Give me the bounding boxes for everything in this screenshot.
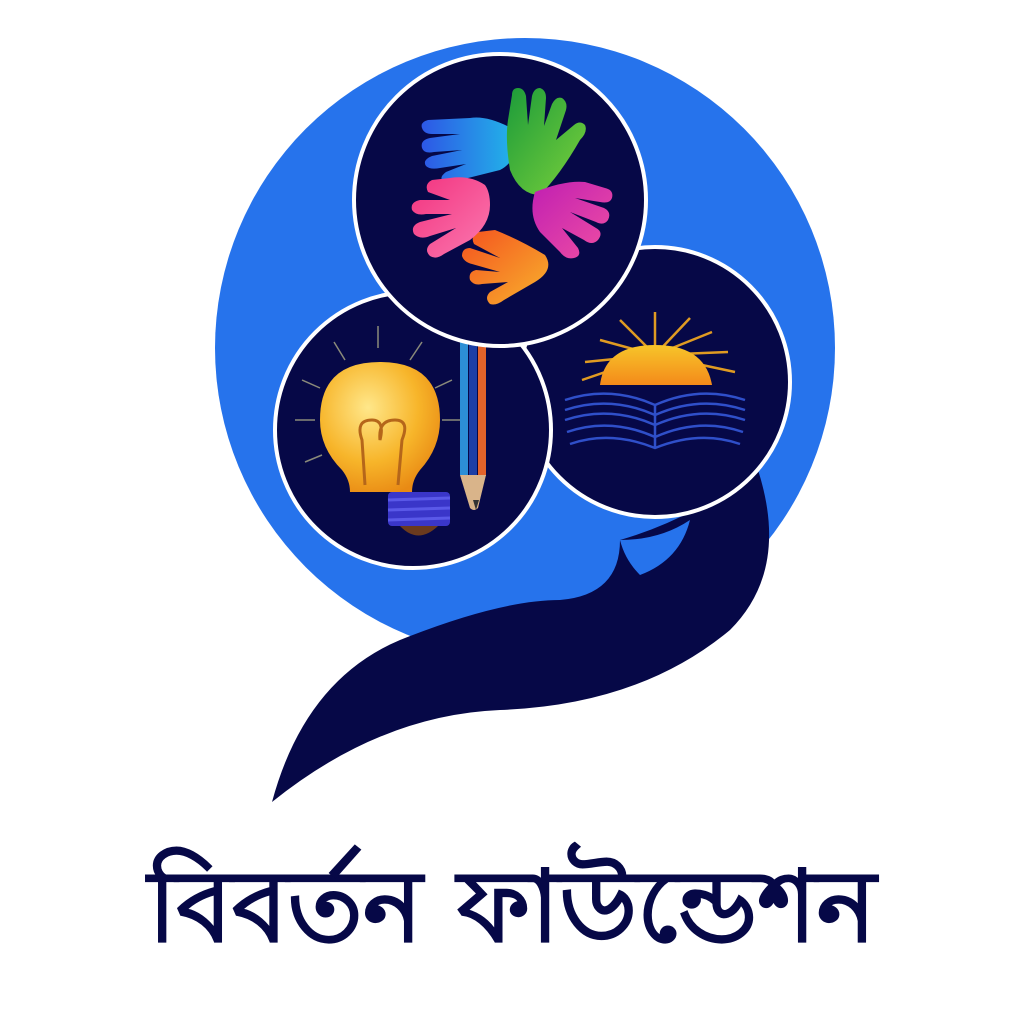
organization-name: বিবর্তন ফাউন্ডেশন	[147, 848, 877, 965]
hands-unity-icon	[354, 54, 646, 346]
